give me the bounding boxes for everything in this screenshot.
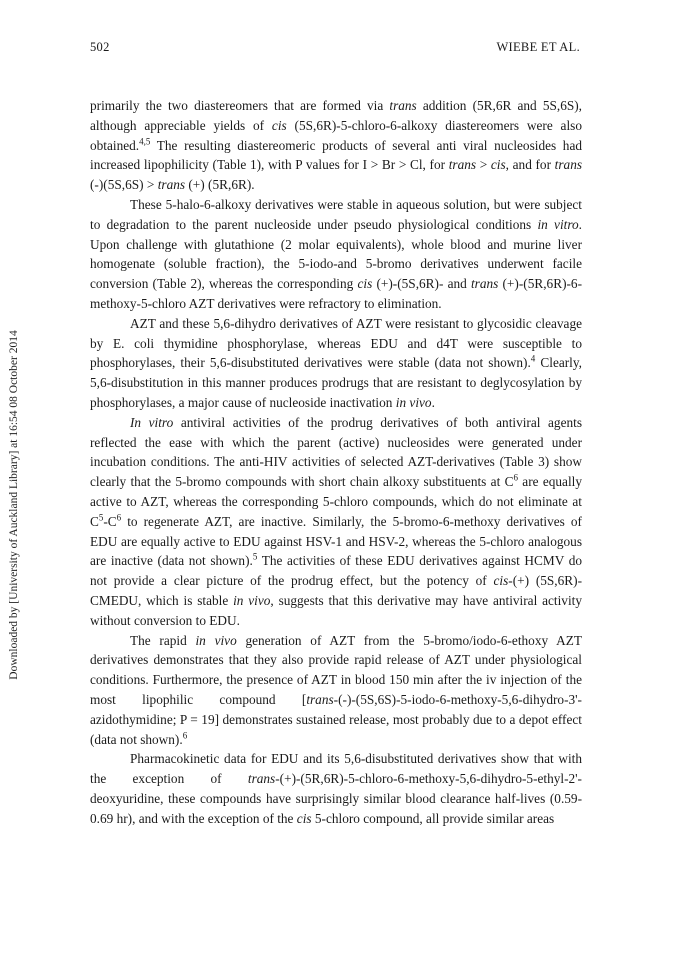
running-head-authors: WIEBE ET AL.	[496, 40, 580, 54]
text-run: The activities of these EDU derivatives against HCMV do not provide a clear picture of the prodrug effect, but the potency of	[90, 553, 582, 589]
italic-term: in vivo	[395, 394, 432, 410]
text-run: primarily the two diastereomers that are formed via	[90, 98, 390, 113]
text-run: (+)-(5S,6R)- and	[372, 276, 471, 292]
superscript: 5	[98, 512, 104, 523]
text-run: -(+) (5S,6R)-CMEDU, which is stable	[90, 573, 582, 608]
text-run: These 5-halo-6-alkoxy derivatives were stable in aqueous solution, but were subject to degradation to the parent nucleoside under pseudo physiological conditions	[90, 196, 582, 232]
italic-term: In vitro	[130, 414, 174, 430]
italic-term: cis	[271, 117, 287, 133]
text-run: (5S,6R)-5-chloro-6-alkoxy diastereomers were also obtained.	[90, 117, 582, 153]
italic-term: cis	[490, 157, 506, 173]
text-run: to regenerate AZT, are inactive. Similarly, the 5-bromo-6-methoxy derivatives of EDU are equally active to EDU against HSV-1 and HSV-2, whereas the 5-chloro analogous are inactive (data not shown).	[90, 513, 582, 569]
superscript: 6	[182, 730, 188, 741]
paragraph	[90, 631, 582, 750]
italic-term: trans	[389, 98, 417, 113]
text-run: -C	[103, 513, 117, 529]
text-run: Pharmacokinetic data for EDU and its 5,6-disubstituted derivatives show that with the exception of	[90, 751, 582, 787]
italic-term: trans	[470, 276, 499, 292]
superscript: 6	[116, 512, 122, 523]
page-number: 502	[90, 40, 110, 54]
italic-term: cis	[296, 810, 312, 826]
italic-term: trans	[554, 157, 583, 173]
paragraph	[90, 749, 582, 828]
text-run: >	[476, 157, 491, 173]
text-run: (+) (5R,6R).	[185, 177, 255, 193]
text-run: (-)(5S,6S) >	[90, 177, 158, 193]
italic-term: cis	[493, 573, 509, 589]
superscript: 6	[513, 472, 518, 483]
text-run: are equally active to AZT, whereas the corresponding 5-chloro compounds, which do not eliminate at C	[90, 474, 582, 529]
text-run: , and for	[505, 157, 555, 173]
italic-term: cis	[357, 276, 373, 292]
text-run: , suggests that this derivative may have antiviral activity without conversion to EDU.	[90, 592, 582, 628]
text-run: The rapid	[130, 632, 196, 648]
italic-term: in vivo	[195, 632, 237, 648]
italic-term: trans	[247, 771, 276, 787]
text-run: addition (5R,6R and 5S,6S), although appreciable yields of	[90, 98, 582, 133]
paragraph	[90, 96, 582, 195]
text-run: -(+)-(5R,6R)-5-chloro-6-methoxy-5,6-dihydro-5-ethyl-2'-deoxyuridine, these compounds have surprisingly similar blood clearance half-lives (0.59-0.69 hr), and with the exception of the	[90, 771, 582, 826]
text-run: Clearly, 5,6-disubstitution in this manner produces prodrugs that are resistant to deglycosylation by phosphorylases, a major cause of nucleoside inactivation	[90, 355, 582, 410]
italic-term: trans	[306, 691, 334, 707]
text-run: generation of AZT from the 5-bromo/iodo-6-ethoxy AZT derivatives demonstrates that they also provide rapid release of AZT under physiological conditions. Furthermore, the presence of AZT in blood 150 min after the iv injection of the most lipophilic compound [	[90, 632, 582, 707]
text-run: . Upon challenge with glutathione (2 molar equivalents), whole blood and murine liver homogenate (soluble fraction), the 5-iodo-and 5-bromo derivatives underwent facile conversion (Table 2), whereas the corresponding	[90, 216, 582, 292]
download-watermark: Downloaded by [University of Auckland Library] at 16:54 08 October 2014	[8, 330, 20, 680]
italic-term: trans	[448, 157, 477, 173]
text-run: (+)-(5R,6R)-6-methoxy-5-chloro AZT derivatives were refractory to elimination.	[90, 276, 582, 311]
superscript: 4	[530, 353, 536, 364]
text-run: antiviral activities of the prodrug derivatives of both antiviral agents reflected the ease with which the parent (active) nucleosides were generated under incubation conditions. The anti-HIV activities of selected AZT-derivatives (Table 3) show clearly that the 5-bromo compounds with short chain alkoxy substituents at C	[90, 414, 582, 490]
text-run: 5-chloro compound, all provide similar areas	[311, 810, 555, 826]
superscript: 5	[252, 551, 258, 562]
paragraph	[90, 413, 582, 631]
article-body	[90, 96, 582, 828]
paragraph	[90, 195, 582, 314]
text-run: .	[431, 394, 435, 410]
italic-term: in vivo	[233, 592, 271, 608]
italic-term: in vitro	[537, 216, 579, 232]
paragraph	[90, 314, 582, 413]
text-run: AZT and these 5,6-dihydro derivatives of AZT were resistant to glycosidic cleavage by E. coli thymidine phosphorylase, whereas EDU and d4T were susceptible to phosphorylases, their 5,6-disubstituted derivatives were stable (data not shown).	[90, 315, 582, 371]
text-run: -(-)-(5S,6S)-5-iodo-6-methoxy-5,6-dihydro-3'-azidothymidine; P = 19] demonstrates sustained release, most probably due to a depot effect (data not shown).	[90, 691, 582, 747]
text-run: The resulting diastereomeric products of several anti viral nucleosides had increased lipophilicity (Table 1), with P values for I > Br > Cl, for	[90, 137, 582, 173]
italic-term: trans	[157, 177, 186, 193]
superscript: 4,5	[139, 136, 151, 147]
